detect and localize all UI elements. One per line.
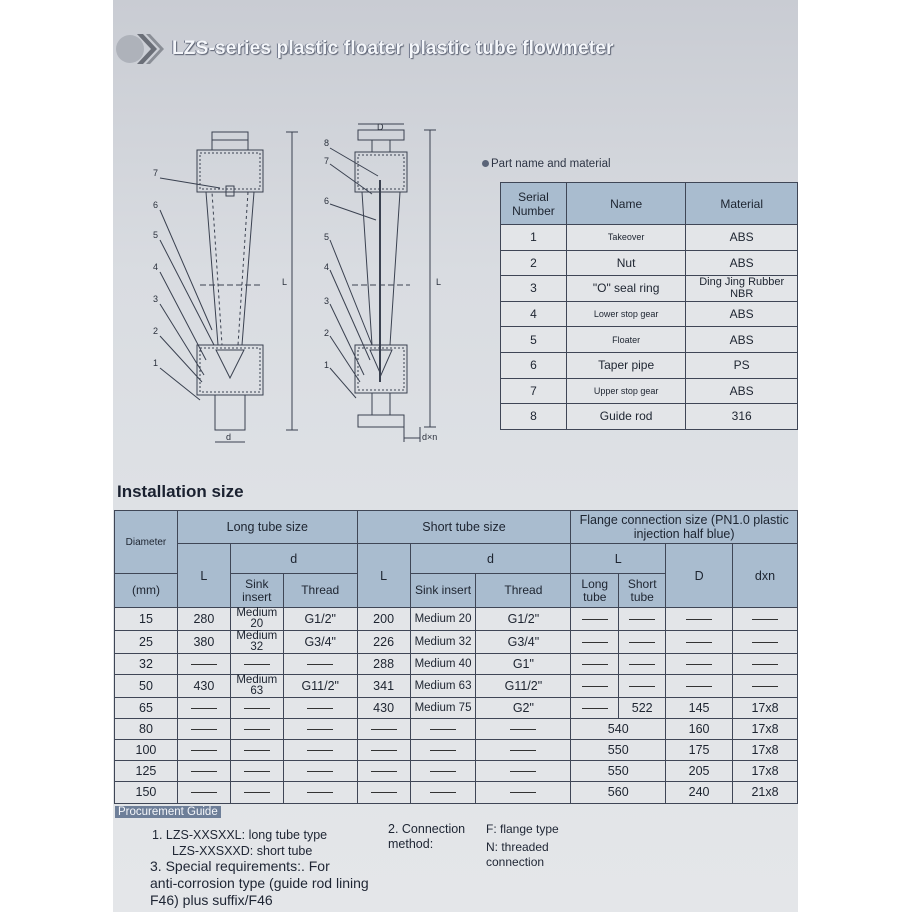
guide-item-3: 3. Special requirements:. For	[150, 858, 330, 874]
left-label-2: 2	[153, 326, 159, 336]
header-mm: (mm)	[115, 574, 178, 608]
guide-title: Procurement Guide	[115, 806, 221, 818]
dash-mark	[752, 642, 778, 643]
short-sink-cell: Medium 75	[410, 698, 476, 719]
header-chevron-icon	[115, 30, 167, 68]
left-label-1: 1	[153, 358, 159, 368]
left-label-3: 3	[153, 294, 159, 304]
long-L-cell	[177, 782, 230, 803]
dim-D: D	[377, 122, 384, 132]
D-cell	[666, 631, 733, 654]
short-sink-cell	[410, 761, 476, 782]
dash-mark	[244, 750, 270, 751]
short-sink-cell	[410, 719, 476, 740]
header-short-thread: Thread	[476, 574, 571, 608]
dash-mark	[430, 792, 456, 793]
fl-long-cell	[571, 675, 619, 698]
dash-mark	[582, 664, 608, 665]
dxn-cell: 17x8	[733, 740, 798, 761]
bullet-icon	[482, 160, 489, 167]
parts-header-row	[501, 183, 798, 225]
table-row	[501, 276, 798, 302]
material-cell: ABS	[686, 225, 798, 251]
dash-mark	[686, 664, 712, 665]
guide-item-3-line-3: F46) plus suffix/F46	[150, 892, 273, 908]
short-L-cell: 341	[357, 675, 410, 698]
name-cell: Guide rod	[566, 404, 686, 430]
dash-mark	[752, 686, 778, 687]
dash-mark	[430, 771, 456, 772]
material-cell: ABS	[686, 250, 798, 276]
long-sink-cell	[230, 740, 283, 761]
short-L-cell	[357, 740, 410, 761]
install-header-row-2	[115, 544, 798, 574]
name-cell: Nut	[566, 250, 686, 276]
right-label-7: 7	[324, 156, 330, 166]
long-thread-cell	[283, 740, 357, 761]
material-cell: ABS	[686, 378, 798, 404]
short-L-cell: 288	[357, 654, 410, 675]
dash-mark	[191, 792, 217, 793]
install-table-body	[115, 608, 798, 804]
short-thread-cell: G3/4"	[476, 631, 571, 654]
dash-mark	[686, 686, 712, 687]
fl-merged-cell: 550	[571, 761, 666, 782]
table-row	[115, 654, 798, 675]
short-sink-cell: Medium 20	[410, 608, 476, 631]
dash-mark	[307, 708, 333, 709]
short-sink-cell	[410, 782, 476, 803]
short-sink-cell: Medium 40	[410, 654, 476, 675]
right-label-6: 6	[324, 196, 330, 206]
dash-mark	[510, 771, 536, 772]
header-serial: Serial Number	[501, 183, 567, 225]
dash-mark	[244, 771, 270, 772]
long-thread-cell: G11/2"	[283, 675, 357, 698]
short-thread-cell: G1/2"	[476, 608, 571, 631]
right-label-4: 4	[324, 262, 330, 272]
dia-cell: 125	[115, 761, 178, 782]
header-flange: Flange connection size (PN1.0 plastic injection half blue)	[571, 511, 798, 544]
dash-mark	[371, 771, 397, 772]
header-flange-long: Long tube	[571, 574, 619, 608]
table-row	[501, 301, 798, 327]
table-row	[115, 698, 798, 719]
material-cell: Ding Jing Rubber NBR	[686, 276, 798, 302]
fl-merged-cell: 550	[571, 740, 666, 761]
install-section-title: Installation size	[117, 482, 244, 501]
long-thread-cell	[283, 719, 357, 740]
dash-mark	[307, 729, 333, 730]
short-thread-cell	[476, 740, 571, 761]
table-row	[501, 225, 798, 251]
dash-mark	[307, 750, 333, 751]
flowmeter-drawing	[140, 120, 470, 460]
dxn-cell	[733, 631, 798, 654]
D-cell: 160	[666, 719, 733, 740]
dxn-cell	[733, 654, 798, 675]
dash-mark	[191, 729, 217, 730]
dia-cell: 80	[115, 719, 178, 740]
fl-merged-cell: 560	[571, 782, 666, 803]
material-cell: ABS	[686, 327, 798, 353]
right-label-8: 8	[324, 138, 330, 148]
header-dxn: dxn	[733, 544, 798, 608]
dash-mark	[244, 792, 270, 793]
D-cell: 205	[666, 761, 733, 782]
long-L-cell: 280	[177, 608, 230, 631]
dim-d: d	[226, 432, 232, 442]
fl-short-cell	[619, 608, 666, 631]
dia-cell: 100	[115, 740, 178, 761]
guide-item-3-line-2: anti-corrosion type (guide rod lining	[150, 875, 369, 891]
name-cell: "O" seal ring	[566, 276, 686, 302]
dim-L-left: L	[282, 277, 288, 287]
fl-short-cell	[619, 654, 666, 675]
short-L-cell	[357, 761, 410, 782]
guide-item-2-option-1: F: flange type	[486, 822, 559, 836]
header-diameter	[115, 511, 178, 574]
header-short-sink: Sink insert	[410, 574, 476, 608]
dash-mark	[244, 708, 270, 709]
dim-L-right: L	[436, 277, 442, 287]
table-row	[501, 378, 798, 404]
long-sink-cell	[230, 654, 283, 675]
long-L-cell	[177, 698, 230, 719]
dia-cell: 150	[115, 782, 178, 803]
header-diameter-label: Diameter	[125, 536, 167, 548]
serial-cell: 7	[501, 378, 567, 404]
dash-mark	[582, 619, 608, 620]
long-L-cell: 430	[177, 675, 230, 698]
left-label-6: 6	[153, 200, 159, 210]
dash-mark	[582, 708, 608, 709]
dia-cell: 65	[115, 698, 178, 719]
short-thread-cell	[476, 719, 571, 740]
serial-cell: 4	[501, 301, 567, 327]
material-cell: ABS	[686, 301, 798, 327]
dash-mark	[371, 729, 397, 730]
dash-mark	[371, 750, 397, 751]
table-row	[115, 740, 798, 761]
D-cell	[666, 608, 733, 631]
parts-caption-text: Part name and material	[491, 158, 611, 170]
long-sink-cell	[230, 782, 283, 803]
long-L-cell	[177, 761, 230, 782]
long-thread-cell	[283, 654, 357, 675]
short-sink-cell: Medium 32	[410, 631, 476, 654]
header-long-tube: Long tube size	[177, 511, 357, 544]
serial-cell: 6	[501, 352, 567, 378]
guide-item-1-line-2: LZS-XXSXXD: short tube	[172, 844, 313, 858]
short-thread-cell	[476, 761, 571, 782]
dash-mark	[430, 729, 456, 730]
dash-mark	[244, 729, 270, 730]
header-material: Material	[686, 183, 798, 225]
name-cell: Lower stop gear	[566, 301, 686, 327]
long-thread-cell: G3/4"	[283, 631, 357, 654]
table-row	[115, 675, 798, 698]
short-thread-cell	[476, 782, 571, 803]
dash-mark	[752, 664, 778, 665]
guide-item-2-option-2: N: threaded connection	[486, 840, 549, 869]
dxn-cell: 21x8	[733, 782, 798, 803]
short-thread-cell: G2"	[476, 698, 571, 719]
table-row	[501, 327, 798, 353]
dash-mark	[629, 686, 655, 687]
fl-short-cell	[619, 631, 666, 654]
long-sink-cell: Medium 63	[230, 675, 283, 698]
dash-mark	[510, 792, 536, 793]
long-L-cell	[177, 719, 230, 740]
long-sink-cell	[230, 719, 283, 740]
long-thread-cell	[283, 782, 357, 803]
short-L-cell	[357, 782, 410, 803]
dia-cell: 50	[115, 675, 178, 698]
header-flange-short: Short tube	[619, 574, 666, 608]
dia-cell: 32	[115, 654, 178, 675]
dxn-cell	[733, 608, 798, 631]
dash-mark	[510, 750, 536, 751]
short-L-cell: 430	[357, 698, 410, 719]
header-short-d: d	[410, 544, 571, 574]
dash-mark	[686, 619, 712, 620]
header-long-d: d	[230, 544, 357, 574]
long-L-cell: 380	[177, 631, 230, 654]
name-cell: Upper stop gear	[566, 378, 686, 404]
header-name: Name	[566, 183, 686, 225]
short-sink-cell	[410, 740, 476, 761]
long-thread-cell: G1/2"	[283, 608, 357, 631]
left-label-5: 5	[153, 230, 159, 240]
table-row	[115, 631, 798, 654]
fl-long-cell	[571, 698, 619, 719]
name-cell: Taper pipe	[566, 352, 686, 378]
dash-mark	[191, 708, 217, 709]
dia-cell: 15	[115, 608, 178, 631]
dash-mark	[752, 619, 778, 620]
short-sink-cell: Medium 63	[410, 675, 476, 698]
long-sink-cell	[230, 698, 283, 719]
long-L-cell	[177, 740, 230, 761]
material-cell: 316	[686, 404, 798, 430]
dash-mark	[582, 642, 608, 643]
dash-mark	[191, 664, 217, 665]
dash-mark	[629, 619, 655, 620]
dash-mark	[430, 750, 456, 751]
header-long-sink: Sink insert	[230, 574, 283, 608]
name-cell: Floater	[566, 327, 686, 353]
parts-table	[500, 182, 798, 430]
dash-mark	[191, 750, 217, 751]
right-label-5: 5	[324, 232, 330, 242]
serial-cell: 8	[501, 404, 567, 430]
long-L-cell	[177, 654, 230, 675]
serial-cell: 1	[501, 225, 567, 251]
dash-mark	[307, 792, 333, 793]
guide-item-2: 2. Connection method:	[388, 822, 466, 851]
header-long-L: L	[177, 544, 230, 608]
D-cell: 175	[666, 740, 733, 761]
fl-long-cell	[571, 631, 619, 654]
long-sink-cell	[230, 761, 283, 782]
short-L-cell: 226	[357, 631, 410, 654]
dash-mark	[191, 771, 217, 772]
dxn-cell: 17x8	[733, 698, 798, 719]
long-sink-cell: Medium 20	[230, 608, 283, 631]
dia-cell: 25	[115, 631, 178, 654]
serial-cell: 5	[501, 327, 567, 353]
parts-caption	[482, 158, 611, 170]
fl-short-cell	[619, 675, 666, 698]
fl-short-cell: 522	[619, 698, 666, 719]
dash-mark	[510, 729, 536, 730]
D-cell	[666, 654, 733, 675]
long-thread-cell	[283, 761, 357, 782]
page-title: LZS-series plastic floater plastic tube flowmeter	[172, 38, 614, 59]
dash-mark	[629, 642, 655, 643]
install-table	[114, 510, 798, 804]
install-header-row-1	[115, 511, 798, 544]
header-flange-L: L	[571, 544, 666, 574]
header-short-L: L	[357, 544, 410, 608]
left-label-7: 7	[153, 168, 159, 178]
table-row	[115, 782, 798, 803]
right-label-2: 2	[324, 328, 330, 338]
fl-long-cell	[571, 608, 619, 631]
name-cell: Takeover	[566, 225, 686, 251]
dash-mark	[371, 792, 397, 793]
short-thread-cell: G1"	[476, 654, 571, 675]
D-cell	[666, 675, 733, 698]
short-L-cell	[357, 719, 410, 740]
short-L-cell: 200	[357, 608, 410, 631]
serial-cell: 2	[501, 250, 567, 276]
D-cell: 145	[666, 698, 733, 719]
dash-mark	[307, 664, 333, 665]
dim-dxn: d×n	[422, 432, 438, 442]
table-row	[115, 719, 798, 740]
dash-mark	[629, 664, 655, 665]
right-label-1: 1	[324, 360, 330, 370]
serial-cell: 3	[501, 276, 567, 302]
dash-mark	[686, 642, 712, 643]
fl-long-cell	[571, 654, 619, 675]
fl-merged-cell: 540	[571, 719, 666, 740]
long-sink-cell: Medium 32	[230, 631, 283, 654]
table-row	[115, 608, 798, 631]
long-thread-cell	[283, 698, 357, 719]
material-cell: PS	[686, 352, 798, 378]
table-row	[501, 250, 798, 276]
dash-mark	[307, 771, 333, 772]
header-D: D	[666, 544, 733, 608]
dxn-cell: 17x8	[733, 761, 798, 782]
table-row	[115, 761, 798, 782]
table-row	[501, 352, 798, 378]
dxn-cell: 17x8	[733, 719, 798, 740]
right-label-3: 3	[324, 296, 330, 306]
dash-mark	[582, 686, 608, 687]
header-short-tube: Short tube size	[357, 511, 571, 544]
short-thread-cell: G11/2"	[476, 675, 571, 698]
dash-mark	[244, 664, 270, 665]
left-label-4: 4	[153, 262, 159, 272]
header-long-thread: Thread	[283, 574, 357, 608]
guide-item-1: 1. LZS-XXSXXL: long tube type	[152, 828, 328, 842]
table-row	[501, 404, 798, 430]
dxn-cell	[733, 675, 798, 698]
D-cell: 240	[666, 782, 733, 803]
